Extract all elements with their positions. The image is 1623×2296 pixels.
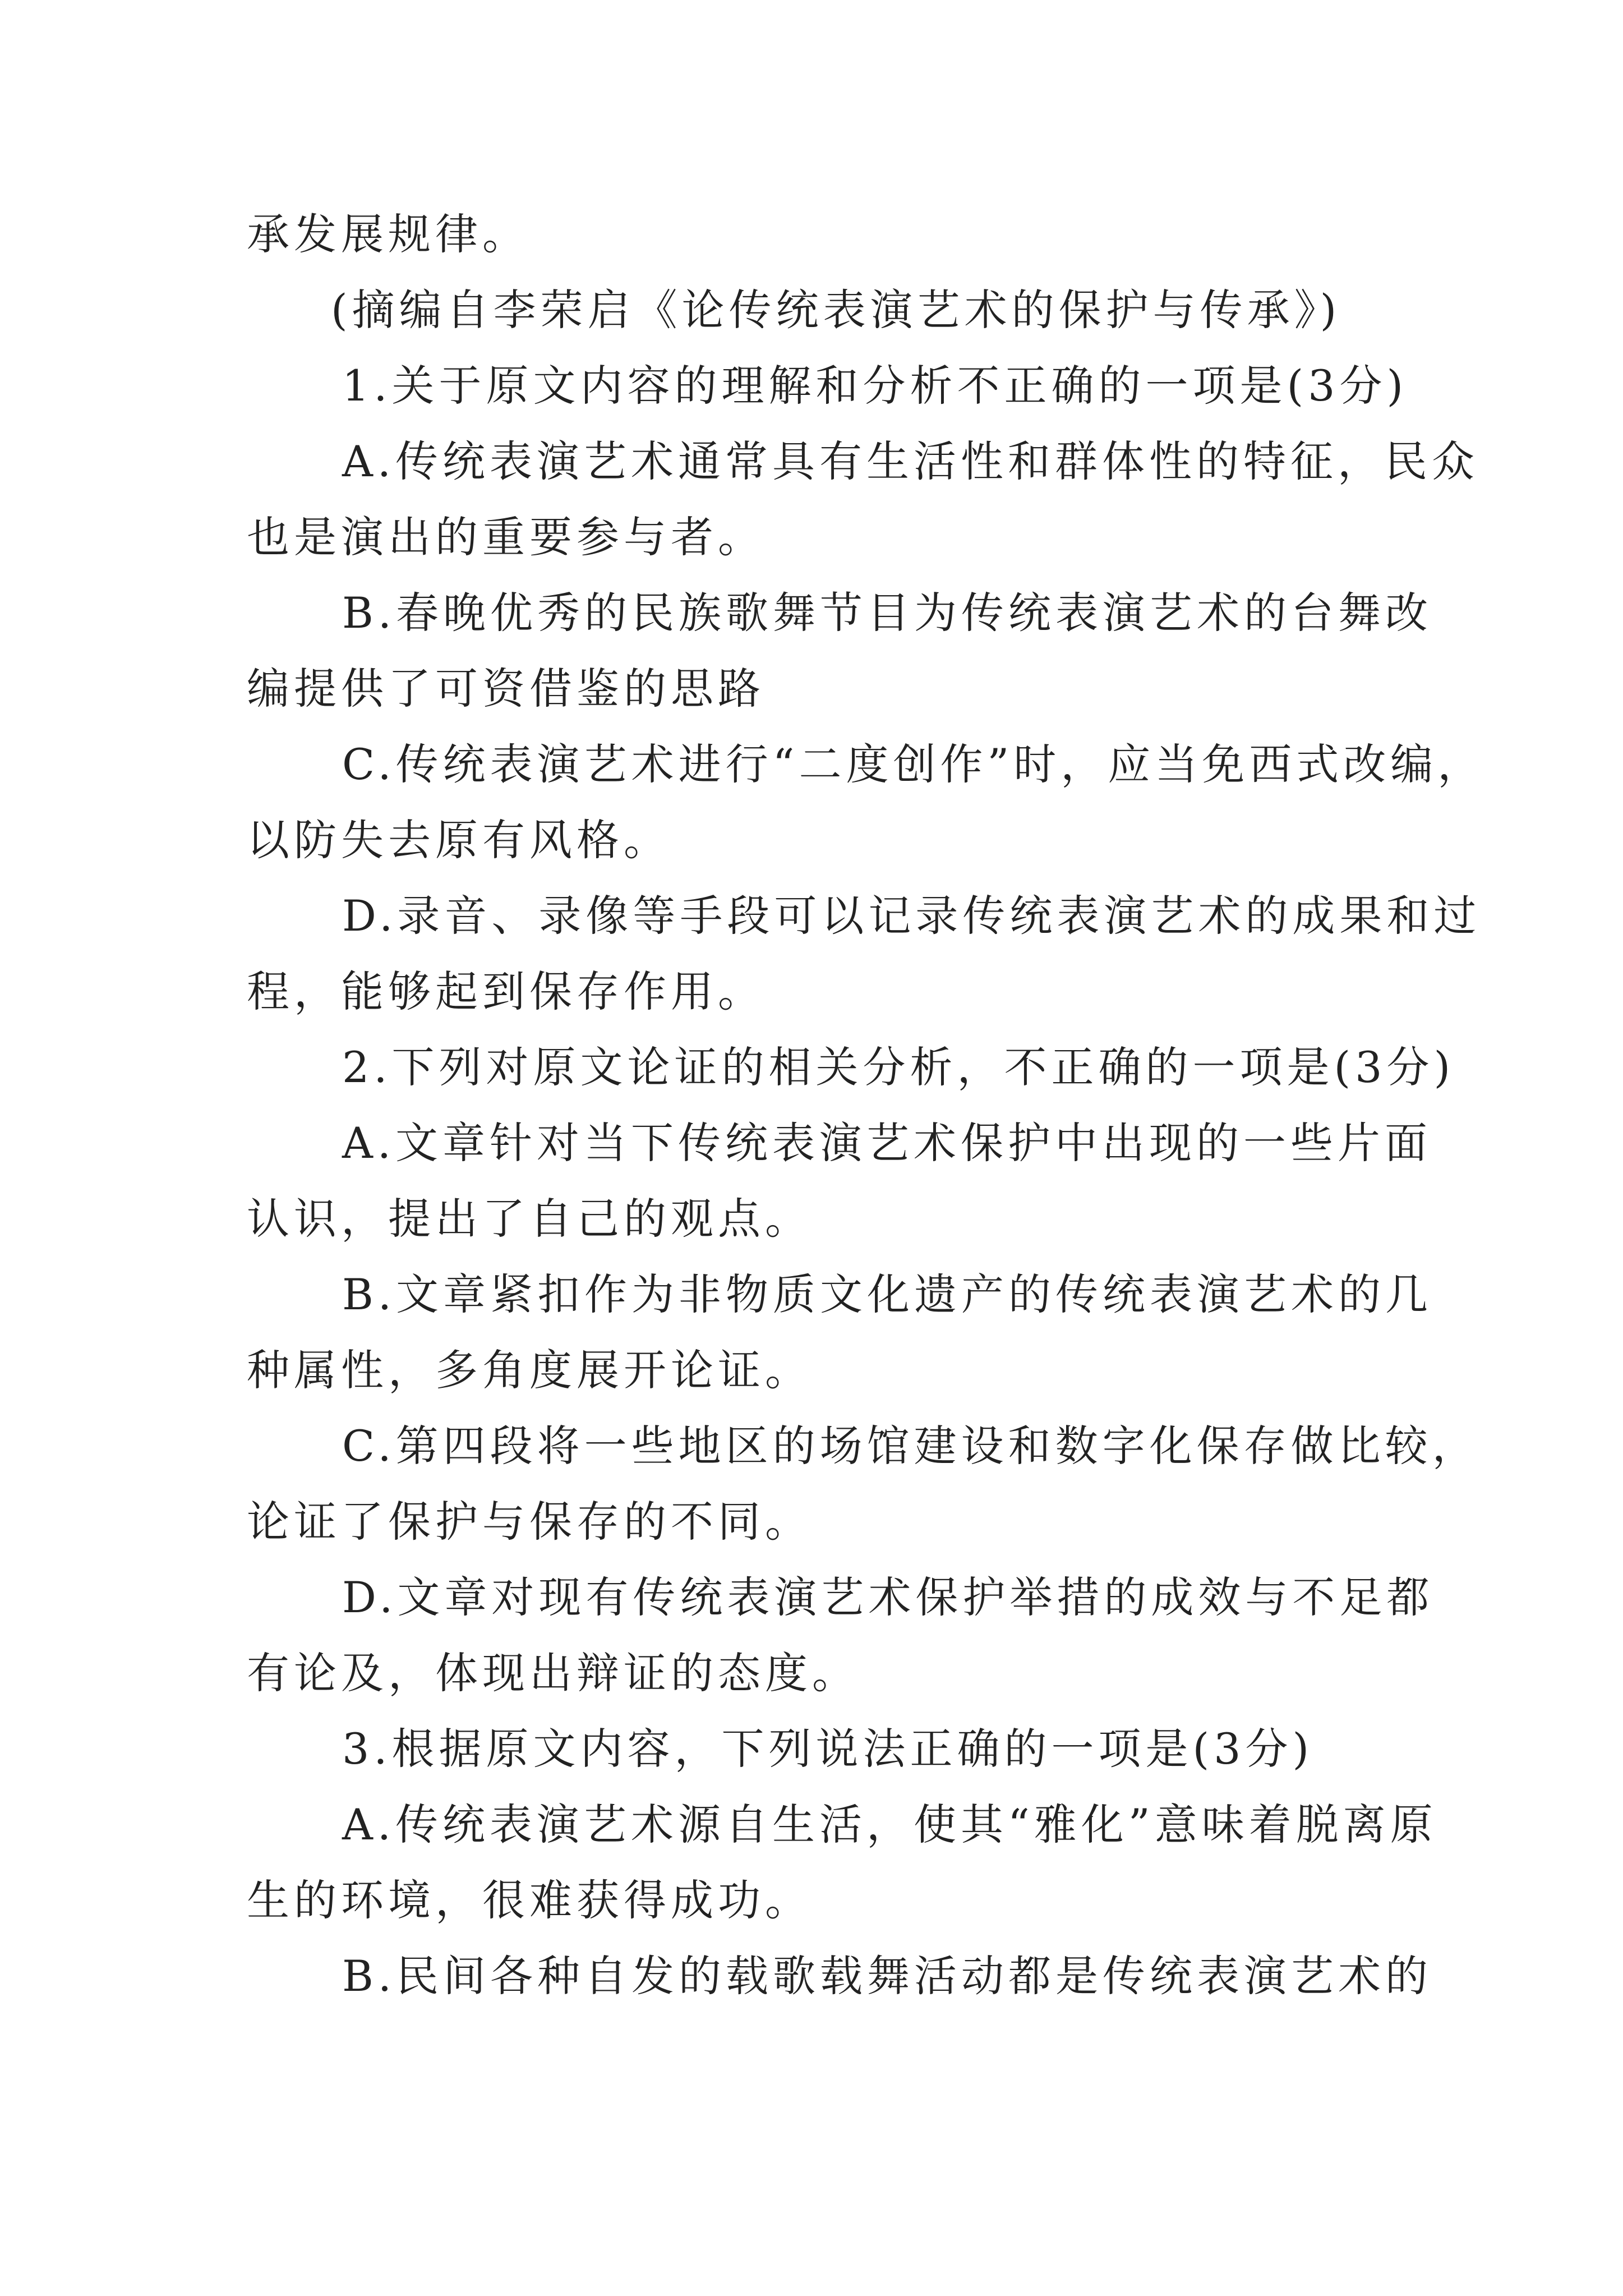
q2-option-b-line2: 种属性，多角度展开论证。 bbox=[247, 1345, 812, 1395]
question-2-stem: 2.下列对原文论证的相关分析，不正确的一项是(3分) bbox=[342, 1042, 1455, 1092]
q3-option-a-line1: A.传统表演艺术源自生活，使其“雅化”意味着脱离原 bbox=[342, 1800, 1437, 1849]
q2-option-a-line2: 认识，提出了自己的观点。 bbox=[247, 1194, 812, 1244]
q1-option-c-line2: 以防失去原有风格。 bbox=[247, 815, 671, 865]
passage-ending-line: 承发展规律。 bbox=[247, 209, 529, 259]
q1-option-a-line1: A.传统表演艺术通常具有生活性和群体性的特征，民众 bbox=[342, 436, 1479, 486]
q3-option-b-line1: B.民间各种自发的载歌载舞活动都是传统表演艺术的 bbox=[342, 1951, 1433, 2001]
q3-option-a-line2: 生的环境，很难获得成功。 bbox=[247, 1875, 812, 1925]
q1-option-c-line1: C.传统表演艺术进行“二度创作”时，应当免西式改编， bbox=[342, 739, 1485, 789]
q1-option-b-line2: 编提供了可资借鉴的思路 bbox=[247, 664, 765, 714]
q2-option-b-line1: B.文章紧扣作为非物质文化遗产的传统表演艺术的几 bbox=[342, 1269, 1433, 1319]
q1-option-d-line1: D.录音、录像等手段可以记录传统表演艺术的成果和过 bbox=[342, 891, 1481, 941]
q1-option-d-line2: 程，能够起到保存作用。 bbox=[247, 967, 765, 1016]
exam-text-body bbox=[247, 196, 1485, 2014]
q2-option-c-line1: C.第四段将一些地区的场馆建设和数字化保存做比较， bbox=[342, 1421, 1479, 1471]
q2-option-a-line1: A.文章针对当下传统表演艺术保护中出现的一些片面 bbox=[342, 1118, 1432, 1168]
question-1-stem: 1.关于原文内容的理解和分析不正确的一项是(3分) bbox=[342, 361, 1408, 411]
q2-option-c-line2: 论证了保护与保存的不同。 bbox=[247, 1497, 812, 1547]
q1-option-b-line1: B.春晚优秀的民族歌舞节目为传统表演艺术的台舞改 bbox=[342, 588, 1433, 638]
question-3-stem: 3.根据原文内容，下列说法正确的一项是(3分) bbox=[342, 1724, 1314, 1774]
q2-option-d-line2: 有论及，体现出辩证的态度。 bbox=[247, 1648, 859, 1698]
q1-option-a-line2: 也是演出的重要参与者。 bbox=[247, 512, 765, 562]
q2-option-d-line1: D.文章对现有传统表演艺术保护举措的成效与不足都 bbox=[342, 1572, 1434, 1622]
source-citation: (摘编自李荣启《论传统表演艺术的保护与传承》) bbox=[331, 285, 1341, 335]
